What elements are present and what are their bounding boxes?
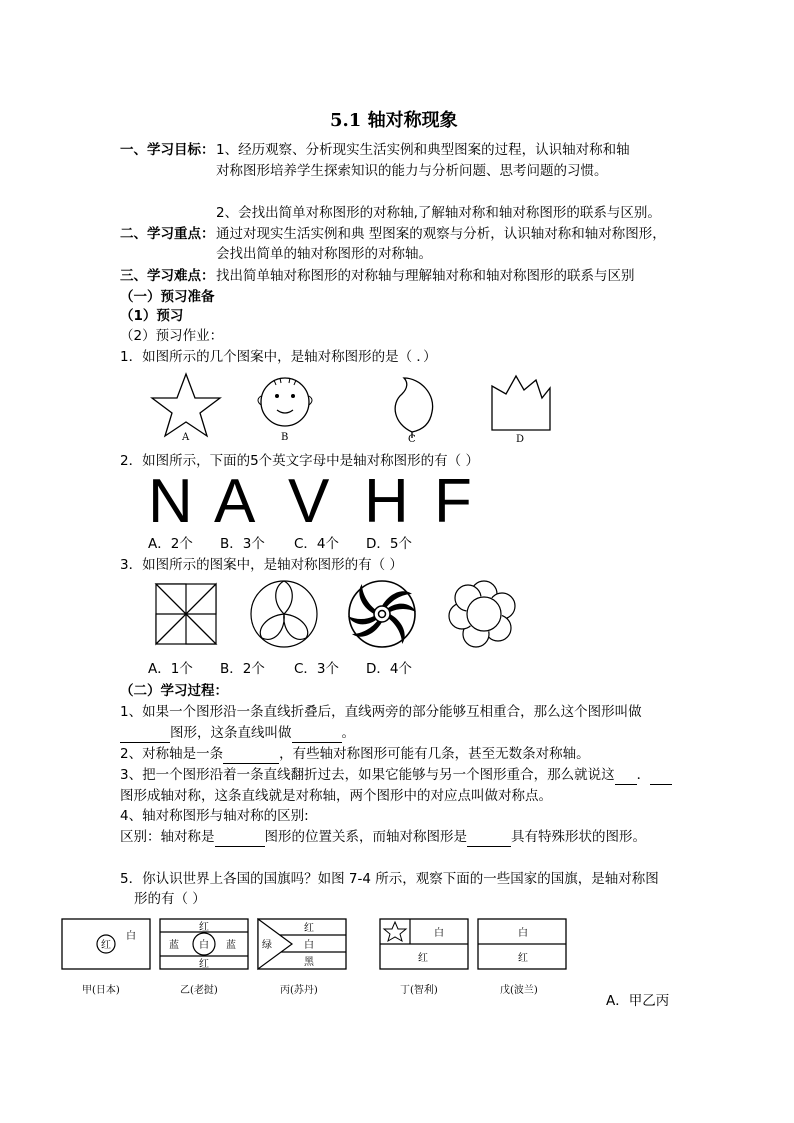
process-p4: 4、轴对称图形与轴对称的区别: bbox=[120, 808, 309, 824]
letter-n: N bbox=[148, 467, 193, 536]
process-p3-dot: ． bbox=[636, 767, 651, 783]
sudan-black: 黑 bbox=[304, 957, 314, 968]
letter-f: F bbox=[434, 467, 472, 536]
caption-sudan: 丙(苏丹) bbox=[280, 985, 318, 996]
key-line-1: 通过对现实生活实例和典 型图案的观察与分析，认识轴对称和轴对称图形， bbox=[216, 226, 666, 242]
q5-line2: 形的有（ ） bbox=[134, 891, 206, 907]
star-figure bbox=[152, 374, 220, 436]
process-p3-start: 3、把一个图形沿着一条直线翻折过去，如果它能够与另一个图形重合，那么就说这 bbox=[120, 767, 615, 783]
sudan-white: 白 bbox=[304, 940, 314, 951]
caption-chile: 丁(智利) bbox=[400, 985, 438, 996]
q3-option-c: C．3个 bbox=[294, 661, 340, 677]
process-p1-line1: 1、如果一个图形沿一条直线折叠后，直线两旁的部分能够互相重合，那么这个图形叫做 bbox=[120, 704, 642, 720]
process-p5 bbox=[120, 827, 646, 847]
goals-label: 一、学习目标： bbox=[120, 142, 215, 158]
chile-red: 红 bbox=[418, 953, 428, 964]
process-p5-b: 图形的位置关系，而轴对称图形是 bbox=[264, 829, 467, 845]
q3-option-d: D．4个 bbox=[366, 661, 412, 677]
flower-figure bbox=[449, 581, 515, 647]
q1-text: 1．如图所示的几个图案中，是轴对称图形的是（ ．） bbox=[120, 349, 437, 365]
q2-option-c: C．4个 bbox=[294, 536, 340, 552]
q1-figures bbox=[150, 372, 570, 448]
prep-heading: （一）预习准备 bbox=[120, 289, 215, 305]
q3-text: 3．如图所示的图案中，是轴对称图形的有（ ） bbox=[120, 557, 403, 573]
goals-line-3: 2、会找出简单对称图形的对称轴,了解轴对称和轴对称图形的联系与区别。 bbox=[216, 205, 661, 221]
chile-white: 白 bbox=[434, 928, 444, 939]
process-heading: （二）学习过程： bbox=[120, 683, 228, 699]
process-p5-c: 具有特殊形状的图形。 bbox=[511, 829, 646, 845]
process-p2 bbox=[120, 744, 590, 764]
caption-poland: 戊(波兰) bbox=[500, 985, 538, 996]
q2-option-d: D．5个 bbox=[366, 536, 412, 552]
process-p3-line2: 图形成轴对称，这条直线就是对称轴，两个图形中的对应点叫做对称点。 bbox=[120, 788, 552, 804]
diff-label: 三、学习难点： bbox=[120, 268, 215, 284]
japan-white: 白 bbox=[126, 931, 136, 942]
flags bbox=[60, 917, 580, 997]
process-p1-mid: 图形，这条直线叫做 bbox=[170, 725, 292, 741]
goals-line-2: 对称图形培养学生探索知识的能力与分析问题、思考问题的习惯。 bbox=[216, 163, 608, 179]
flag-laos bbox=[160, 919, 248, 970]
q3-option-b: B．2个 bbox=[220, 661, 265, 677]
letter-v: V bbox=[288, 467, 330, 536]
crown-figure bbox=[492, 376, 550, 430]
swirl-figure bbox=[395, 378, 432, 438]
q5-line1: 5．你认识世界上各国的国旗吗？如图 7-4 所示，观察下面的一些国家的国旗，是轴对称图 bbox=[120, 871, 659, 887]
sudan-green: 绿 bbox=[262, 940, 272, 951]
q1-label-c: C bbox=[408, 434, 416, 445]
q2-letters bbox=[148, 467, 494, 536]
sudan-red: 红 bbox=[304, 923, 314, 934]
flag-chile bbox=[380, 919, 468, 969]
swirl-wheel-figure bbox=[348, 581, 416, 647]
trefoil-circle-figure bbox=[251, 581, 317, 647]
process-p5-a: 区别：轴对称是 bbox=[120, 829, 215, 845]
prep-sub-2: （2）预习作业： bbox=[120, 328, 224, 344]
q1-label-d: D bbox=[516, 434, 525, 445]
goals-line-1: 1、经历观察、分析现实生活实例和典型图案的过程，认识轴对称和轴 bbox=[216, 142, 630, 158]
laos-blue-left: 蓝 bbox=[169, 940, 179, 951]
q3-option-a: A．1个 bbox=[148, 661, 193, 677]
poland-red: 红 bbox=[518, 953, 528, 964]
q2-text: 2．如图所示，下面的5个英文字母中是轴对称图形的有（ ） bbox=[120, 453, 479, 469]
face-figure bbox=[258, 378, 312, 426]
pinwheel-figure bbox=[156, 584, 216, 644]
flag-japan bbox=[62, 919, 150, 969]
letter-h: H bbox=[364, 467, 409, 536]
key-label: 二、学习重点： bbox=[120, 226, 215, 242]
process-p3-line1 bbox=[120, 765, 672, 785]
q1-label-b: B bbox=[281, 432, 289, 443]
prep-sub-1: （1）预习 bbox=[120, 308, 184, 324]
process-p2-end: ，有些轴对称图形可能有几条，甚至无数条对称轴。 bbox=[279, 746, 590, 762]
q2-option-b: B．3个 bbox=[220, 536, 265, 552]
japan-red: 红 bbox=[101, 940, 111, 951]
process-p1-line2 bbox=[120, 723, 355, 743]
laos-red-bottom: 红 bbox=[199, 959, 209, 970]
poland-white: 白 bbox=[518, 928, 528, 939]
flag-sudan bbox=[258, 919, 346, 969]
process-p2-start: 2、对称轴是一条 bbox=[120, 746, 224, 762]
letter-a: A bbox=[214, 467, 256, 536]
flag-poland bbox=[478, 919, 566, 969]
caption-laos: 乙(老挝) bbox=[180, 985, 218, 996]
laos-white: 白 bbox=[199, 940, 209, 951]
process-p1-tail: 。 bbox=[341, 725, 355, 741]
q2-option-a: A．2个 bbox=[148, 536, 193, 552]
laos-blue-right: 蓝 bbox=[226, 940, 236, 951]
diff-line-1: 找出简单轴对称图形的对称轴与理解轴对称和轴对称图形的联系与区别 bbox=[216, 268, 635, 284]
caption-japan: 甲(日本) bbox=[82, 985, 120, 996]
q1-label-a: A bbox=[182, 432, 190, 443]
key-line-2: 会找出简单的轴对称图形的对称轴。 bbox=[216, 246, 432, 262]
laos-red-top: 红 bbox=[199, 922, 209, 933]
q3-figures bbox=[150, 578, 530, 654]
page-title: 5.1 轴对称现象 bbox=[330, 110, 458, 131]
q5-answer: A．甲乙丙 bbox=[606, 993, 670, 1009]
